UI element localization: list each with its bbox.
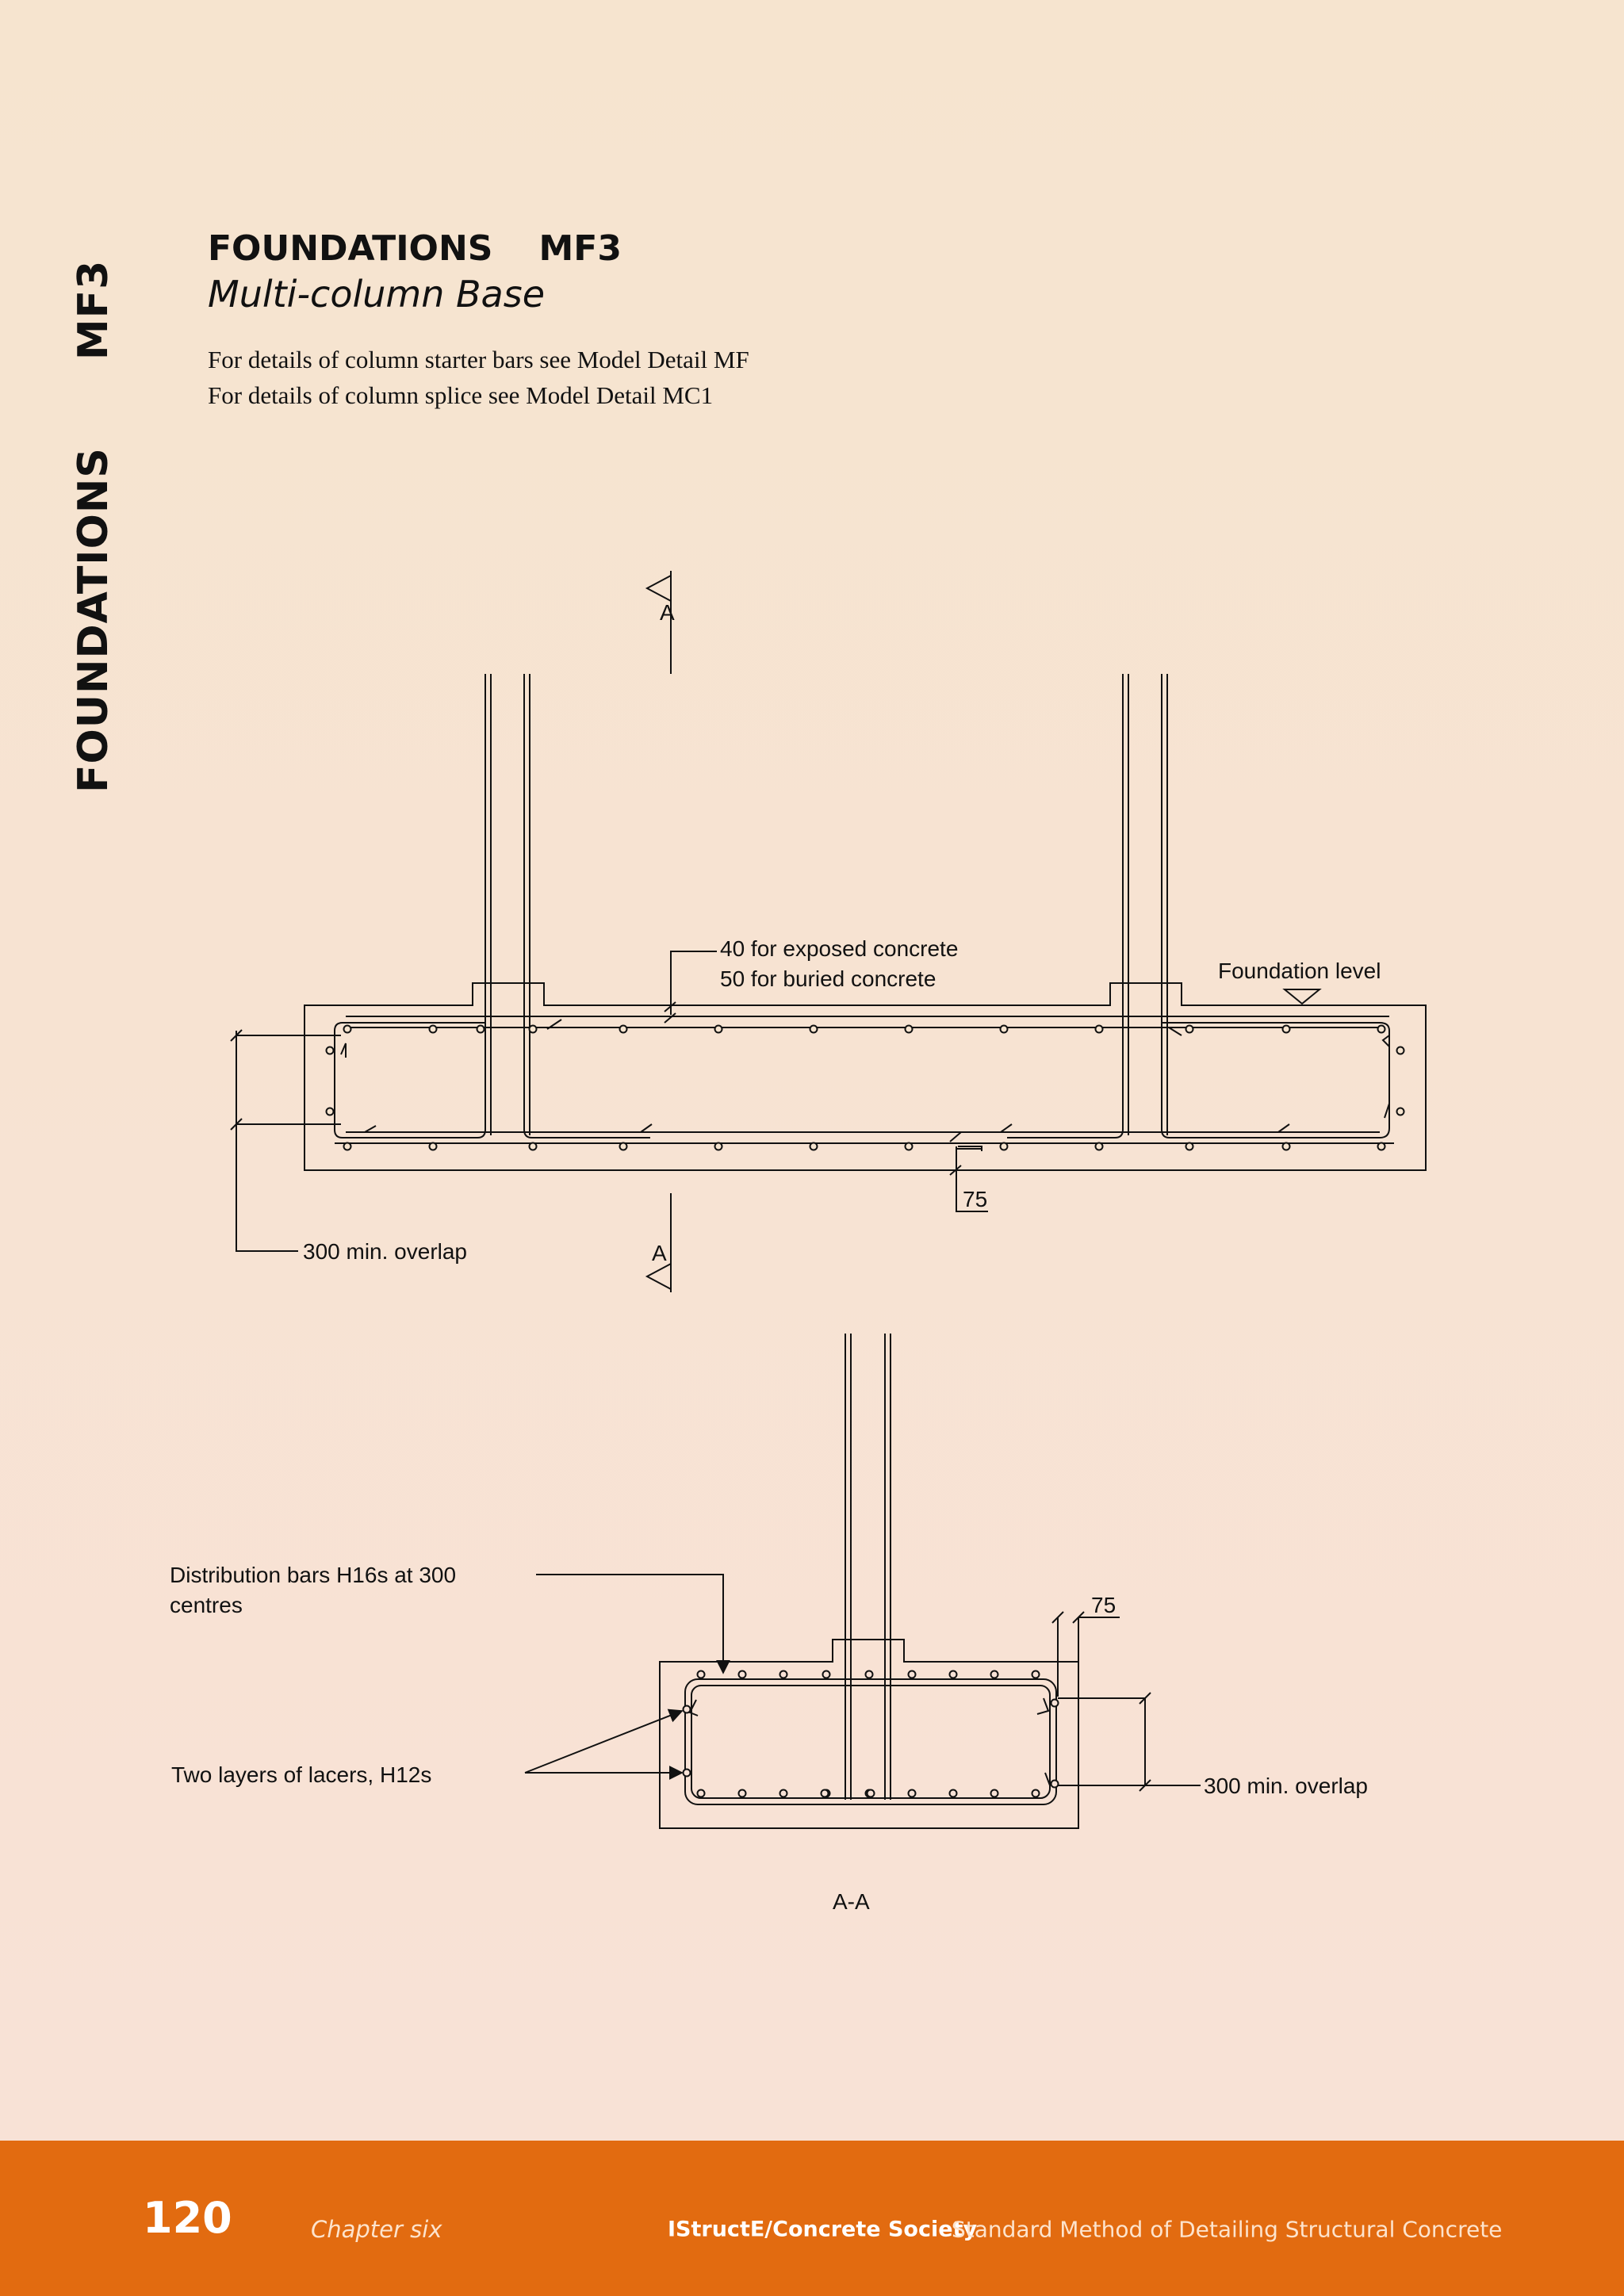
overlap-dimension [236,1031,341,1251]
cover-note-exposed: 40 for exposed concrete [720,936,959,961]
side-cover-dimension [1058,1617,1120,1697]
distribution-bars-label-line1: Distribution bars H16s at 300 [170,1563,457,1587]
section-aa-view [525,1334,1201,1828]
bottom-cover-label: 75 [963,1187,988,1211]
elevation-labels [303,600,1381,1265]
note-starter-bars: For details of column starter bars see Model Detail MF [208,346,749,373]
section-labels [170,1563,1368,1914]
section-title: A-A [833,1889,870,1914]
distribution-bars-leader [536,1575,723,1673]
cover-note-buried: 50 for buried concrete [720,966,936,991]
distribution-bars-label-line2: centres [170,1593,243,1617]
overlap-label-elevation: 300 min. overlap [303,1239,468,1264]
foundation-level-marker [1285,989,1320,1004]
distribution-bars-section [684,1671,1059,1797]
side-cover-label: 75 [1091,1593,1116,1617]
starter-bars-left [335,674,650,1138]
page-subtitle: Multi-column Base [208,273,546,316]
section-label-bottom: A [652,1241,667,1265]
side-section-name: FOUNDATIONS [70,447,117,793]
elevation-view [231,571,1426,1292]
note-column-splice: For details of column splice see Model Detail MC1 [208,381,714,409]
publisher-label: IStructE/Concrete Society [668,2217,978,2242]
section-label-top: A [660,600,675,625]
distribution-bars-elevation [327,1026,1404,1150]
lacer-outer [685,1679,1056,1804]
side-section-code: MF3 [70,259,117,361]
book-title: Standard Method of Detailing Structural Concrete [952,2216,1503,2243]
lacers-label: Two layers of lacers, H12s [171,1762,432,1787]
lacer-inner [691,1686,1050,1798]
starter-bars-right [1007,674,1389,1138]
lacers-leader-1 [525,1711,682,1773]
page-number: 120 [143,2193,232,2243]
page-footer [0,2141,1624,2296]
chapter-label: Chapter six [311,2216,442,2243]
title-code: MF3 [538,228,622,269]
title-section: FOUNDATIONS [208,228,493,269]
overlap-label-section: 300 min. overlap [1204,1774,1369,1798]
base-outline [304,983,1426,1170]
foundation-level-label: Foundation level [1218,959,1381,983]
